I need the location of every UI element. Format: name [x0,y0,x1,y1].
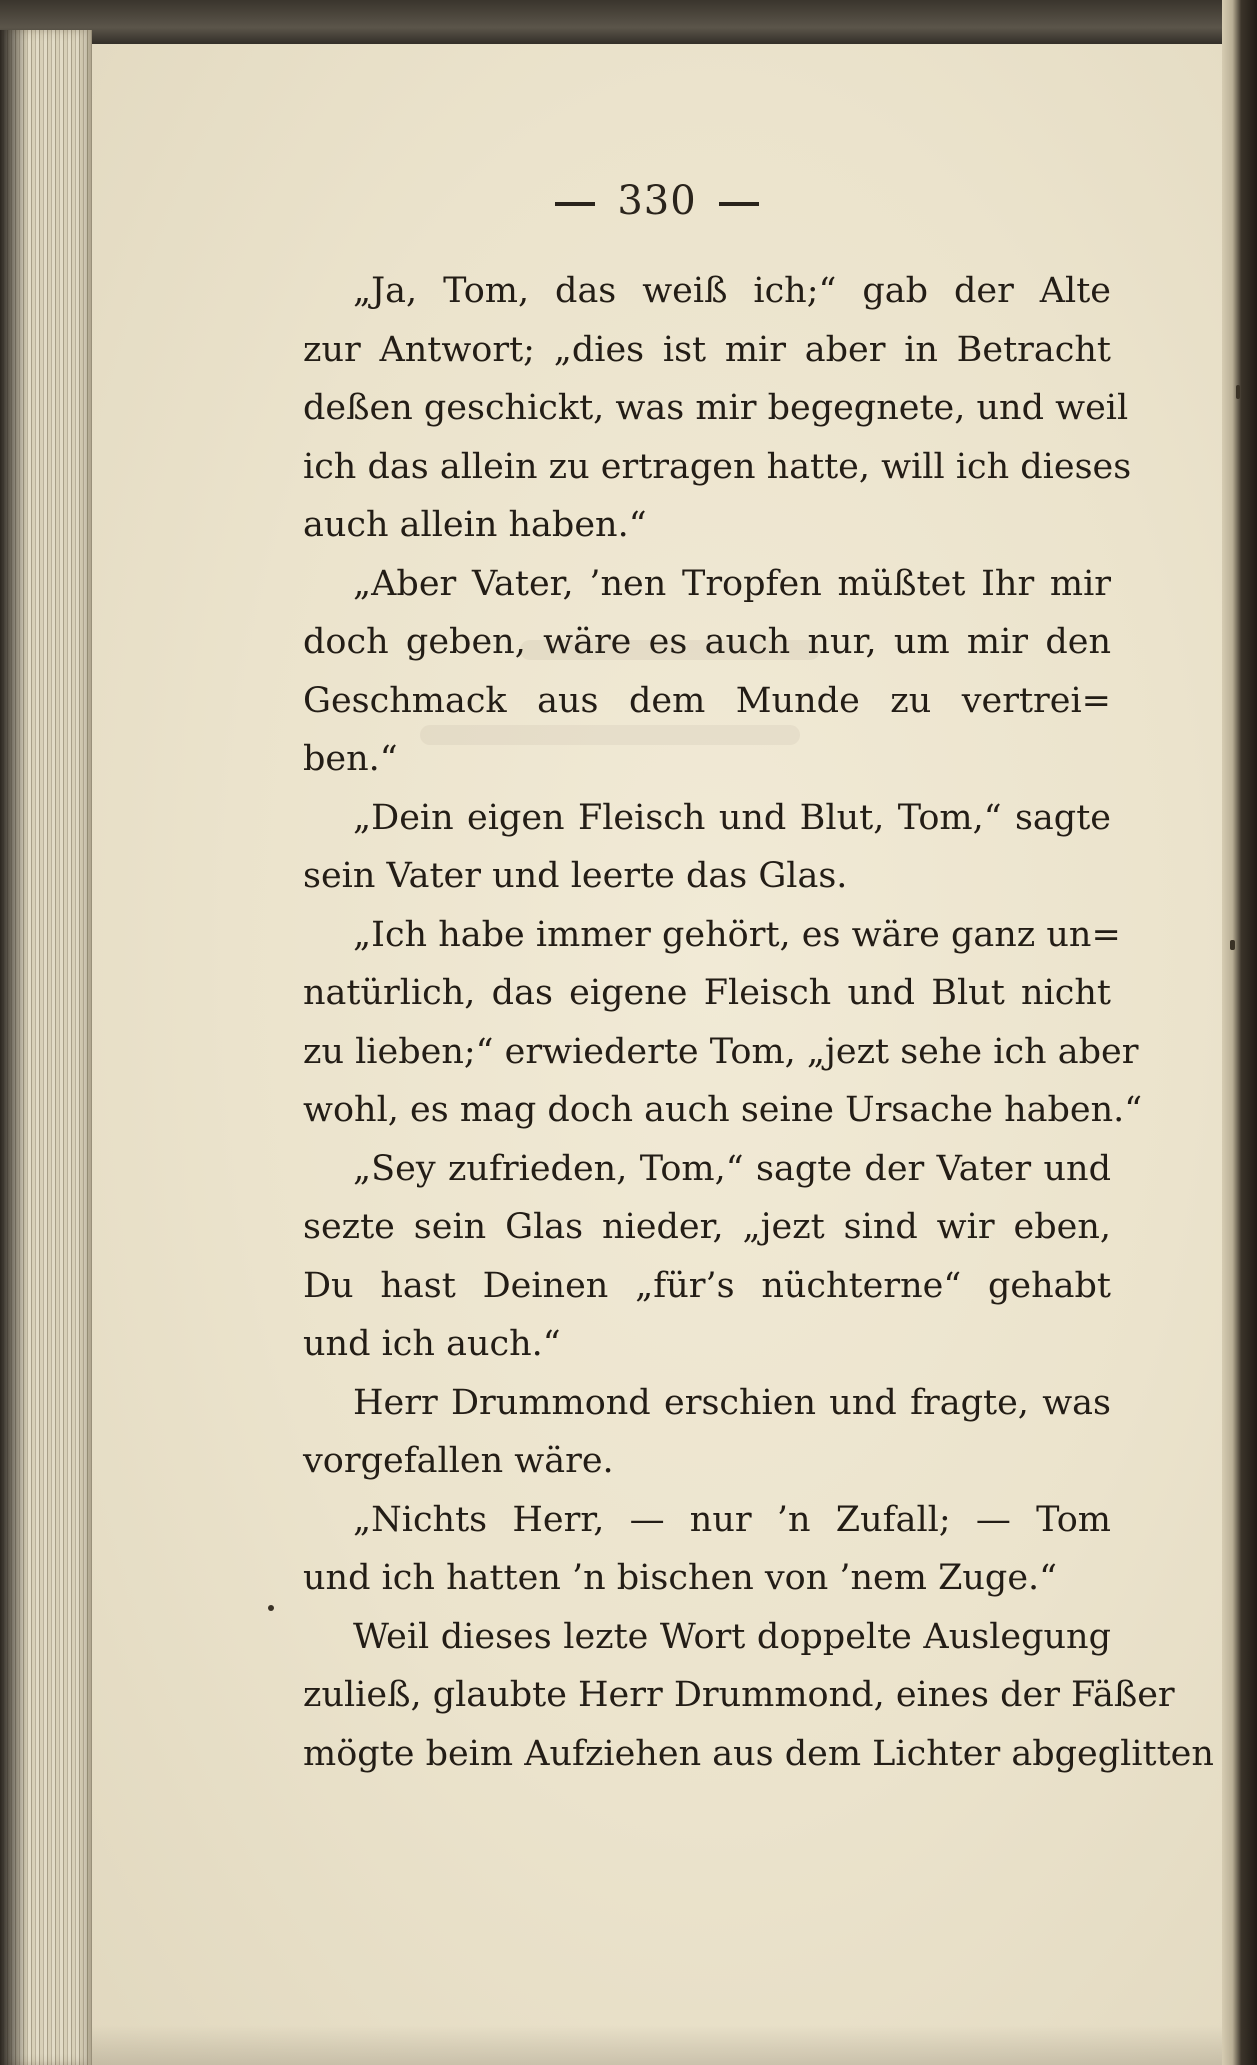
binding-shadow [0,30,28,2065]
ink-speck [1236,385,1240,399]
ink-speck [1230,940,1235,950]
text-line: doch geben, wäre es auch nur, um mir den [303,622,1111,662]
text-line: Herr Drummond erschien und fragte, was [353,1382,1111,1423]
text-line: sezte sein Glas nieder, „jezt sind wir eben, [303,1207,1111,1247]
text-line: wohl, es mag doch auch seine Ursache haben.“ [303,1090,1143,1130]
text-line: zuließ, glaubte Herr Drummond, eines der Fäßer [303,1675,1175,1715]
page-number: 330 [617,178,697,224]
text-line: und ich hatten ’n bischen von ’nem Zuge.“ [303,1558,1058,1598]
running-head [92,178,1222,224]
text-line: ich das allein zu ertragen hatte, will ich dieses [303,446,1132,487]
body-text [303,262,1214,1783]
book-cover-top-edge [0,0,1257,46]
text-line: zur Antwort; „dies ist mir aber in Betracht [303,329,1111,370]
text-line: Du hast Deinen „für’s nüchterne“ gehabt [303,1265,1111,1306]
dash-left [555,202,595,206]
ink-speck [268,1605,274,1611]
text-line: „Nichts Herr, — nur ’n Zufall; — Tom [353,1499,1111,1540]
text-line: und ich auch.“ [303,1324,561,1364]
text-line: „Sey zufrieden, Tom,“ sagte der Vater und [353,1148,1111,1189]
text-line: „Ich habe immer gehört, es wäre ganz un= [353,914,1121,955]
text-line: deßen geschickt, was mir begegnete, und weil [303,388,1129,428]
text-line: „Ja, Tom, das weiß ich;“ gab der Alte [353,271,1111,311]
text-line: mögte beim Aufziehen aus dem Lichter abgeglitten [303,1733,1214,1774]
text-line: auch allein haben.“ [303,505,647,545]
text-line: vorgefallen wäre. [303,1441,614,1481]
text-line: sein Vater und leerte das Glas. [303,856,848,896]
text-line: ben.“ [303,739,398,779]
text-line: Geschmack aus dem Munde zu vertrei= [303,680,1111,721]
text-line: „Aber Vater, ’nen Tropfen müßtet Ihr mir [353,563,1111,604]
text-line: „Dein eigen Fleisch und Blut, Tom,“ sagte [353,797,1111,838]
text-line: Weil dieses lezte Wort doppelte Auslegung [353,1616,1111,1657]
text-line: zu lieben;“ erwiederte Tom, „jezt sehe ich aber [303,1031,1139,1072]
page-bottom-shadow [92,2025,1222,2065]
text-line: natürlich, das eigene Fleisch und Blut nicht [303,973,1111,1013]
dash-right [719,202,759,206]
page-stack-right-edge [1222,0,1257,2065]
